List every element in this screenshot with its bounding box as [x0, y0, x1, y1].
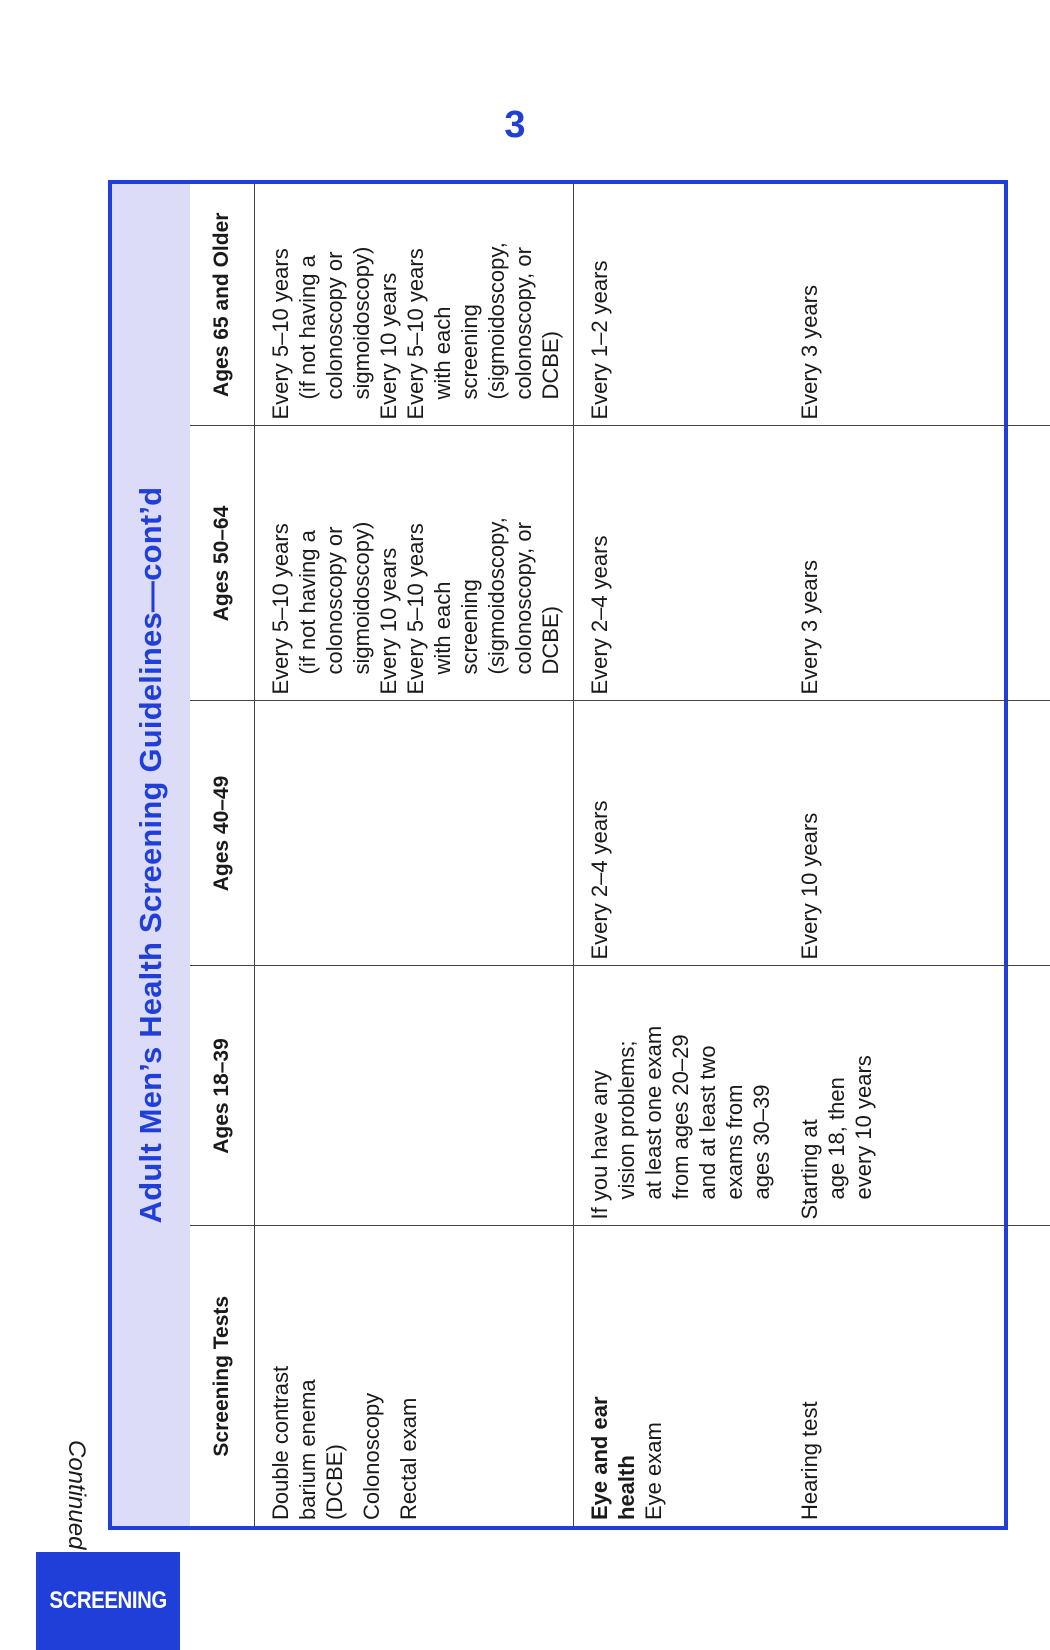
- cell-line: every 10 years: [850, 1055, 876, 1200]
- cell-ages-18-39: [255, 966, 574, 1226]
- cell-line: Every 5–10 years: [403, 248, 429, 420]
- section-tab[interactable]: [36, 1552, 180, 1650]
- cell-line: sigmoidoscopy): [349, 246, 375, 400]
- cell-line: with each: [430, 581, 456, 675]
- cell-line: barium enema: [295, 1379, 321, 1520]
- cell-line: (if not having a: [295, 530, 321, 675]
- header-ages-50-64: Ages 50–64: [190, 426, 255, 701]
- cell-line: sigmoidoscopy): [349, 521, 375, 675]
- header-ages-65-older: Ages 65 and Older: [190, 184, 255, 426]
- screening-guidelines-table: [108, 180, 1008, 1530]
- cell-line: Every 10 years: [376, 547, 402, 695]
- cell-ages-18-39: [784, 966, 1050, 1226]
- cell-line: Every 3 years: [796, 285, 822, 420]
- cell-line: exams from: [721, 1084, 747, 1200]
- cell-ages-40-49: [573, 701, 784, 966]
- cell-test: [255, 1226, 574, 1526]
- cell-line: ages 30–39: [748, 1084, 774, 1200]
- guidelines-grid: [190, 184, 1050, 1526]
- cell-line: DCBE): [538, 331, 564, 400]
- cell-line: Eye exam: [640, 1422, 666, 1520]
- cell-line: colonoscopy or: [322, 251, 348, 400]
- cell-line: colonoscopy, or: [511, 522, 537, 675]
- table-row: [784, 184, 1050, 1526]
- cell-line: colonoscopy or: [322, 526, 348, 675]
- cell-line: at least one exam: [640, 1025, 666, 1200]
- cell-line: Every 5–10 years: [268, 523, 293, 695]
- cell-line: Every 2–4 years: [586, 535, 612, 695]
- header-ages-40-49: Ages 40–49: [190, 701, 255, 966]
- cell-ages-65-older: [784, 184, 1050, 426]
- header-screening-tests: Screening Tests: [190, 1226, 255, 1526]
- cell-line: (if not having a: [295, 255, 321, 400]
- cell-line: age 18, then: [823, 1077, 849, 1200]
- cell-ages-40-49: [784, 701, 1050, 966]
- cell-line: and at least two: [694, 1045, 720, 1200]
- cell-line: Every 5–10 years: [403, 523, 429, 695]
- table-row: [573, 184, 784, 1526]
- cell-line: colonoscopy, or: [511, 247, 537, 400]
- cell-ages-65-older: [255, 184, 574, 426]
- cell-line: (sigmoidoscopy,: [484, 517, 510, 675]
- table-row: [255, 184, 574, 1526]
- cell-ages-50-64: [573, 426, 784, 701]
- cell-line: Every 1–2 years: [586, 260, 612, 420]
- cell-line: screening: [457, 304, 483, 400]
- cell-line: Every 2–4 years: [586, 800, 612, 960]
- cell-line: Rectal exam: [396, 1397, 422, 1520]
- cell-ages-18-39: [573, 966, 784, 1226]
- cell-line: Every 5–10 years: [268, 248, 293, 420]
- cell-line: Colonoscopy: [359, 1392, 385, 1520]
- cell-test: [573, 1226, 784, 1526]
- cell-line: Starting at: [796, 1119, 822, 1220]
- cell-line: Hearing test: [796, 1401, 822, 1520]
- cell-line: (DCBE): [322, 1444, 348, 1520]
- cell-line: Every 10 years: [376, 272, 402, 420]
- cell-ages-50-64: [784, 426, 1050, 701]
- cell-line: health: [613, 1455, 639, 1520]
- cell-line: Every 10 years: [796, 812, 822, 960]
- header-ages-18-39: Ages 18–39: [190, 966, 255, 1226]
- cell-line: DCBE): [538, 606, 564, 675]
- cell-line: with each: [430, 306, 456, 400]
- section-tab-label: SCREENING: [49, 1587, 167, 1614]
- table-title: Adult Men’s Health Screening Guidelines—cont’d: [112, 184, 190, 1526]
- cell-line: If you have any: [586, 1070, 612, 1220]
- cell-ages-40-49: [255, 701, 574, 966]
- cell-ages-65-older: [573, 184, 784, 426]
- cell-line: (sigmoidoscopy,: [484, 242, 510, 400]
- cell-test: [784, 1226, 1050, 1526]
- cell-ages-50-64: [255, 426, 574, 701]
- cell-line: screening: [457, 579, 483, 675]
- cell-line: Eye and ear: [586, 1396, 612, 1520]
- cell-line: vision problems;: [613, 1040, 639, 1200]
- page-number: 3: [504, 104, 526, 146]
- cell-line: from ages 20–29: [667, 1034, 693, 1200]
- cell-line: Every 3 years: [796, 560, 822, 695]
- continued-label: Continued: [63, 1440, 90, 1550]
- header-row: [190, 184, 255, 1526]
- cell-line: Double contrast: [268, 1365, 293, 1520]
